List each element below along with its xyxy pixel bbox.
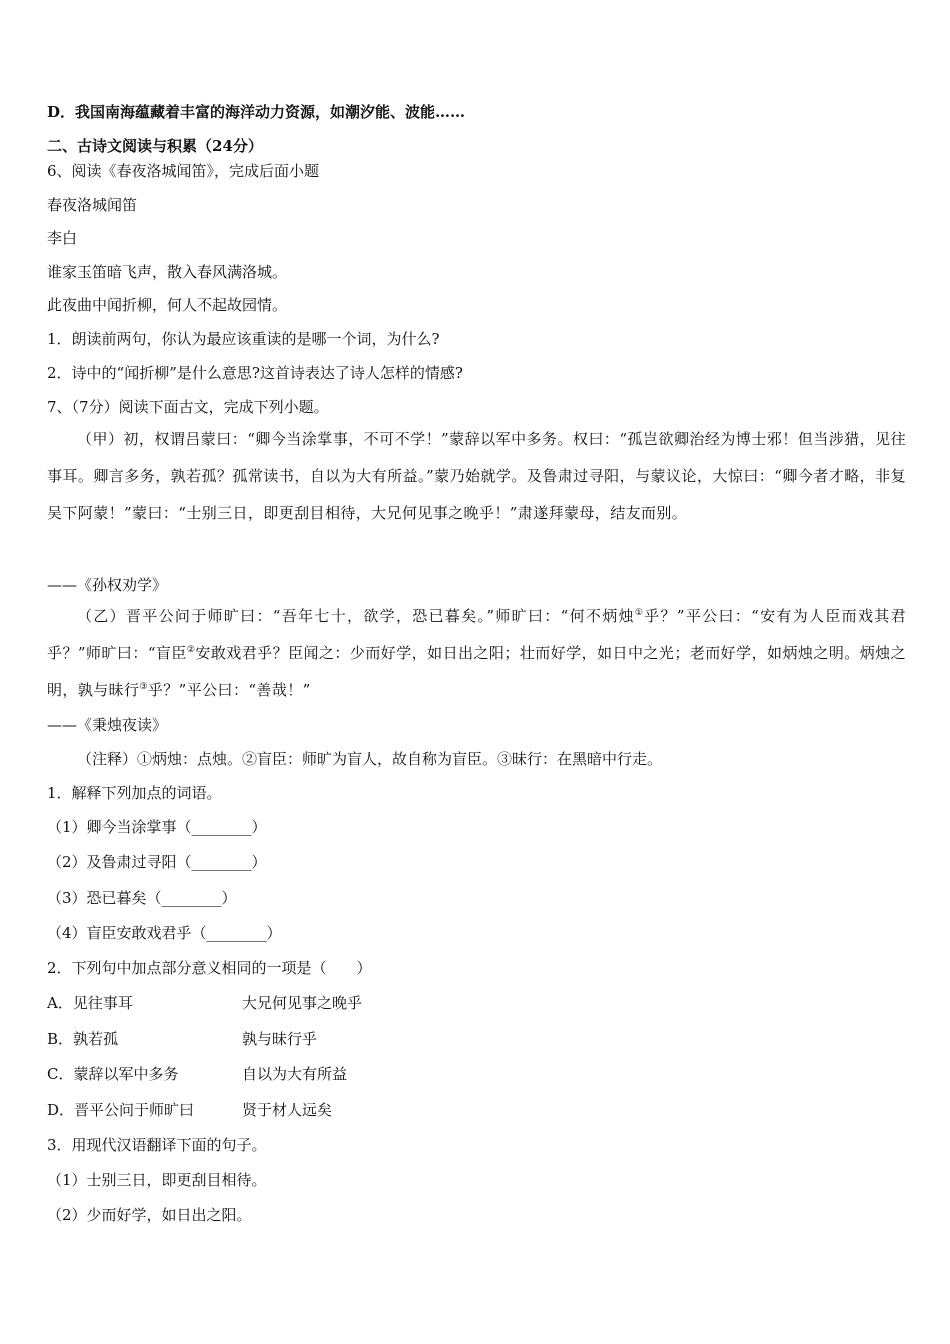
passage-yi-source: ——《秉烛夜读》 (47, 716, 168, 734)
footnote-ref-1: ① (634, 608, 645, 618)
choice-a: A．见往事耳 大兄何见事之晚乎 (47, 994, 363, 1012)
annotation-notes: （注释）①炳烛：点烛。②盲臣：师旷为盲人，故自称为盲臣。③昧行：在黑暗中行走。 (77, 750, 663, 768)
choice-d: D．晋平公问于师旷曰 贤于材人远矣 (47, 1101, 333, 1119)
passage-jia: （甲）初，权谓吕蒙曰：“卿今当涂掌事，不可不学！”蒙辞以军中多务。权曰：“孤岂欲卿治经为博士邪！但当涉猎，见往事耳。卿言多务，孰若孤？孤常读书，自以为大有所益。”蒙乃始就学。及鲁肃过寻阳，与蒙议论，大惊曰：“卿今者才略，非复吴下阿蒙！”蒙曰：“士别三日，即更刮目相待，大兄何见事之晚乎！”肃遂拜蒙母，结友而别。 (47, 430, 906, 522)
poem-title: 春夜洛城闻笛 (47, 196, 138, 214)
question-7-1: 1．解释下列加点的词语。 (47, 784, 222, 802)
question-7-1-item-3: （3）恐已暮矣（________） (47, 889, 237, 907)
question-6-prompt: 6、阅读《春夜洛城闻笛》，完成后面小题 (47, 162, 320, 180)
question-6-2: 2．诗中的“闻折柳”是什么意思?这首诗表达了诗人怎样的情感? (47, 364, 463, 382)
choice-b: B．孰若孤 孰与昧行乎 (47, 1030, 318, 1048)
question-7-3-item-2: （2）少而好学，如日出之阳。 (47, 1206, 252, 1224)
option-d-line: D．我国南海蕴藏着丰富的海洋动力资源，如潮汐能、波能…… (47, 103, 466, 121)
footnote-ref-2: ② (186, 645, 196, 655)
passage-yi: （乙）晋平公问于师旷曰：“吾年七十，欲学，恐已暮矣。”师旷曰：“何不炳烛①乎？”平公曰：“安有为人臣而戏其君乎？”师旷曰：“盲臣②安敢戏君乎？臣闻之：少而好学，如日出之阳；壮而好学，如日中之光；老而好学，如炳烛之明。炳烛之明，孰与昧行③乎？”平公曰：“善哉！” (47, 607, 907, 699)
poem-line-1: 谁家玉笛暗飞声，散入春风满洛城。 (47, 263, 288, 281)
question-7-prompt: 7、（7分）阅读下面古文，完成下列小题。 (47, 398, 329, 416)
footnote-ref-3: ③ (139, 682, 148, 692)
choice-c: C．蒙辞以军中多务 自以为大有所益 (47, 1065, 348, 1083)
question-7-1-item-4: （4）盲臣安敢戏君乎（________） (47, 924, 282, 942)
question-7-1-item-2: （2）及鲁肃过寻阳（________） (47, 853, 267, 871)
passage-jia-source: ——《孙权劝学》 (47, 576, 168, 594)
section-heading: 二、古诗文阅读与积累（24分） (47, 137, 263, 155)
question-7-3: 3．用现代汉语翻译下面的句子。 (47, 1136, 267, 1154)
question-7-2: 2．下列句中加点部分意义相同的一项是（ ） (47, 959, 372, 977)
question-7-3-item-1: （1）士别三日，即更刮目相待。 (47, 1171, 267, 1189)
question-7-1-item-1: （1）卿今当涂掌事（________） (47, 818, 267, 836)
poem-line-2: 此夜曲中闻折柳，何人不起故园情。 (47, 296, 288, 314)
poem-author: 李白 (47, 229, 78, 247)
question-6-1: 1．朗读前两句，你认为最应该重读的是哪一个词，为什么? (47, 330, 440, 348)
